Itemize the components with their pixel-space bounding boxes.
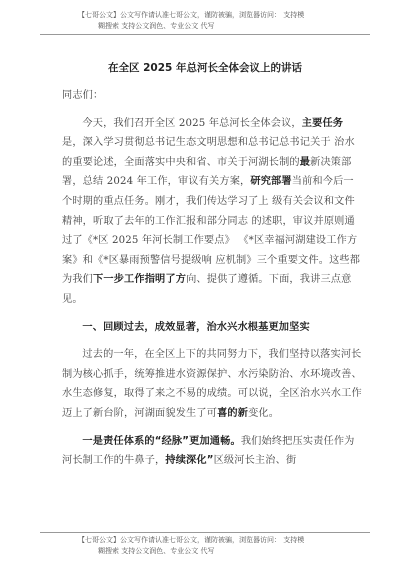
p1-bold-4: 下一步工作指明了方 — [93, 274, 187, 286]
p3-text-2: 区级河长主治、街 — [213, 455, 297, 467]
footer-note-line2: 糊搜索 支持公文润色、专业公文 代写 — [98, 547, 215, 555]
p1-text-3: 新决策部署，总结 2024 年工作，审议有关方案， — [62, 156, 352, 188]
header-divider — [40, 34, 370, 35]
p3-bold-1: 一是责任体系的“经脉”更加通畅。 — [82, 435, 241, 447]
document-title: 在全区 2025 年总河长全体会议上的讲话 — [107, 62, 303, 74]
p1-text-5: 向、提供了遵循。下面，我讲三点意见。 — [62, 274, 352, 305]
header-watermark-note — [78, 10, 328, 32]
document-body — [62, 86, 362, 471]
footer-divider — [40, 532, 370, 533]
p1-text-4: 当前和今后一个时期的重点任务。刚才，我们传达学习了上 级有关会议和文件精神，听取了去年的工作汇报和部分同志 的述职，审议并原则通过了《*区 2025 年河长制工作要点》 《*区幸福河湖建设工作方案》和《*区暴雨预警信号提级响 应机制》三个重要文件。这些都为我们 — [62, 176, 361, 286]
header-note-line1: 【七哥公文】公文写作请认准七哥公文，谨防被骗，浏览器访问： 支持模 — [78, 11, 305, 19]
footer-watermark-note — [78, 535, 328, 557]
p1-bold-2: 最 — [299, 156, 311, 168]
p3-text-1: 我们始终把压实责任作为河长制工作的牛鼻子， — [62, 435, 355, 467]
p2-text-2: 变化。 — [248, 407, 280, 419]
p3-bold-2: 持续深化” — [165, 455, 214, 467]
p2-text-1: 过去的一年，在全区上下的共同努力下，我们坚持以落实河长制为核心抓手，统筹推进水资源保护、水污染防治、水环境改善、水生态修复，取得了来之不易的成绩。可以说，全区治水兴水工作迈上了新台阶，河湖面貌发生了可 — [62, 349, 362, 419]
salutation: 同志们： — [62, 90, 104, 101]
paragraph-1 — [62, 114, 362, 310]
paragraph-2 — [62, 345, 362, 423]
header-note-line2: 糊搜索 支持公文润色、专业公文 代写 — [98, 22, 215, 30]
section-heading-1: 一、回顾过去，成效显著，治水兴水根基更加坚实 — [82, 321, 310, 333]
paragraph-3 — [62, 432, 362, 471]
footer-note-line1: 【七哥公文】公文写作请认准七哥公文，谨防被骗，浏览器访问： 支持模 — [78, 536, 305, 544]
p1-text-2: 是，深入学习贯彻总书记生态文明思想和总书记总书记关于 治水的重要论述，全面落实中央和省、市关于河湖长制的 — [62, 137, 355, 168]
p2-bold-1: 喜的新 — [217, 407, 249, 419]
p1-bold-1: 主要任务 — [301, 117, 344, 129]
p1-text-1: 今天，我们召开全区 2025 年总河长全体会议， — [82, 117, 302, 129]
p1-bold-3: 研究部署 — [250, 176, 292, 188]
